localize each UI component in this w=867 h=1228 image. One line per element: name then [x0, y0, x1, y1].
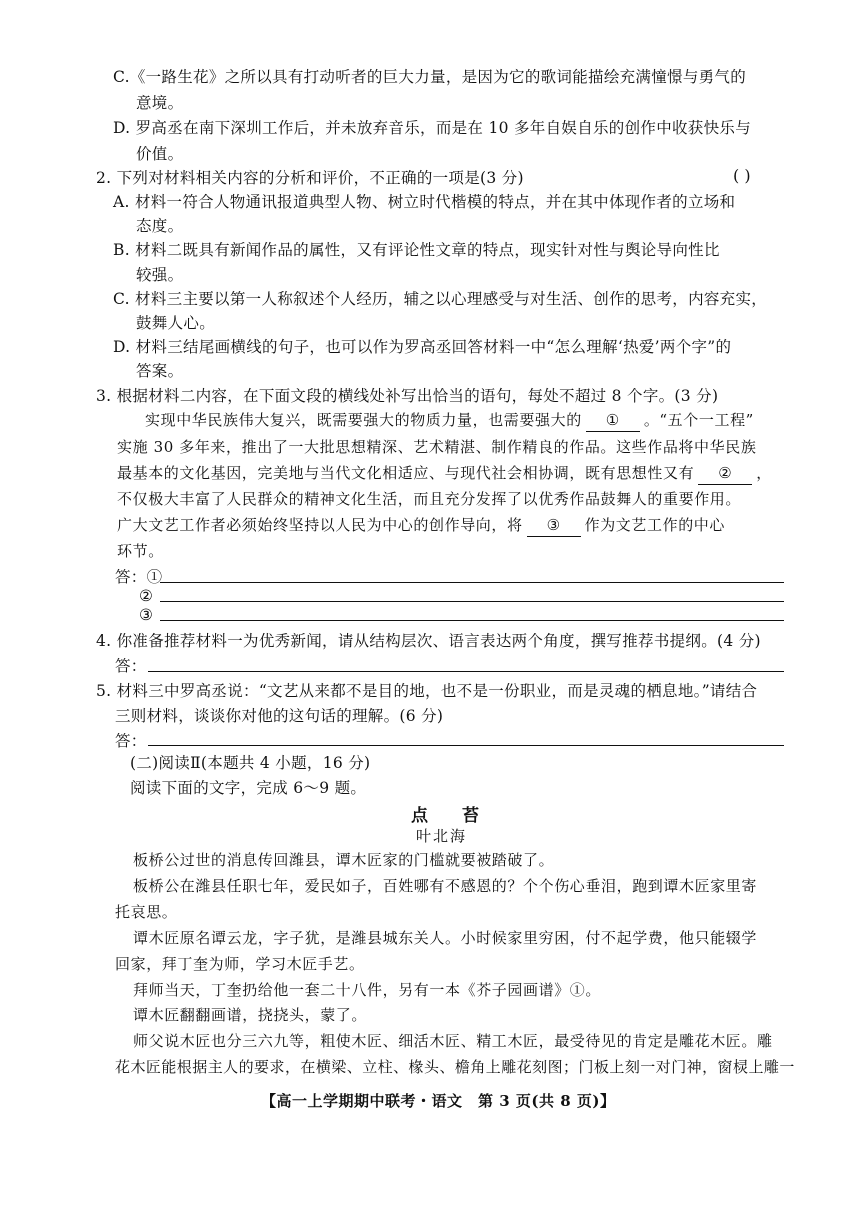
q3-answer-mark-3: ③ — [139, 606, 154, 624]
q2-option-d-line1: D. 材料三结尾画横线的句子，也可以作为罗高丞回答材料一中“怎么理解‘热爱’两个字”的 — [113, 338, 732, 356]
q3-passage-line2: 实施 30 多年来，推出了一大批思想精深、艺术精湛、制作精良的作品。这些作品将中华民族 — [117, 438, 757, 456]
q2-option-a-line1: A. 材料一符合人物通讯报道典型人物、树立时代楷模的特点，并在其中体现作者的立场和 — [113, 193, 736, 211]
q3-passage-text: 作为文艺工作的中心 — [584, 516, 726, 534]
q4-answer-line[interactable] — [148, 671, 784, 672]
story-title: 点苔 — [411, 806, 513, 826]
q3-passage-line1 — [145, 409, 754, 432]
story-line: 托哀思。 — [115, 903, 178, 921]
q5-stem-line1: 5. 材料三中罗高丞说：“文艺从来都不是目的地，也不是一份职业，而是灵魂的栖息地。”请结合 — [96, 682, 758, 700]
story-line: 师父说木匠也分三六九等，粗使木匠、细活木匠、精工木匠，最受待见的肯定是雕花木匠。雕 — [133, 1032, 773, 1050]
q2-option-c-line1: C. 材料三主要以第一人称叙述个人经历，辅之以心理感受与对生活、创作的思考，内容充实， — [113, 290, 768, 308]
q2-stem: 2. 下列对材料相关内容的分析和评价，不正确的一项是(3 分) — [96, 169, 524, 187]
q4-answer-label: 答： — [115, 657, 147, 675]
q3-passage-line6: 环节。 — [117, 542, 164, 560]
story-line: 板桥公过世的消息传回潍县，谭木匠家的门槛就要被踏破了。 — [133, 851, 555, 869]
q3-passage-text: 实现中华民族伟大复兴，既需要强大的物质力量，也需要强大的 — [145, 411, 582, 429]
q2-option-c-line2: 鼓舞人心。 — [136, 314, 216, 332]
q3-passage-text: 最基本的文化基因，完美地与当代文化相适应、与现代社会相协调，既有思想性又有 — [117, 464, 695, 482]
q3-passage-line4: 不仅极大丰富了人民群众的精神文化生活，而且充分发挥了以优秀作品鼓舞人的重要作用。 — [117, 490, 742, 508]
q2-option-a-line2: 态度。 — [136, 217, 184, 235]
story-author: 叶北海 — [416, 827, 468, 845]
q4-stem: 4. 你准备推荐材料一为优秀新闻，请从结构层次、语言表达两个角度，撰写推荐书提纲。(4 分) — [96, 632, 761, 650]
q3-answer-line-2[interactable] — [160, 601, 784, 602]
story-line: 板桥公在潍县任职七年，爱民如子，百姓哪有不感恩的？个个伤心垂泪，跑到谭木匠家里寄 — [133, 877, 758, 895]
story-line: 谭木匠翻翻画谱，挠挠头，蒙了。 — [133, 1006, 368, 1024]
story-line: 拜师当天，丁奎扔给他一套二十八件，另有一本《芥子园画谱》①。 — [133, 981, 602, 999]
q2-option-d-line2: 答案。 — [136, 362, 184, 380]
story-line: 花木匠能根据主人的要求，在横梁、立柱、椽头、檐角上雕花刻图；门板上刻一对门神，窗棂上雕一 — [115, 1058, 795, 1076]
q3-answer-line-1[interactable] — [160, 582, 784, 583]
q3-passage-line3 — [117, 462, 772, 485]
q3-answer-line-3[interactable] — [160, 620, 784, 621]
q3-passage-line5 — [117, 514, 725, 537]
q1-option-c-line2: 意境。 — [136, 94, 184, 112]
q3-passage-text: 广大文艺工作者必须始终坚持以人民为中心的创作导向，将 — [117, 516, 523, 534]
q1-option-c-line1: C.《一路生花》之所以具有打动听者的巨大力量，是因为它的歌词能描绘充满憧憬与勇气的 — [113, 68, 747, 86]
section-heading: (二)阅读Ⅱ(本题共 4 小题，16 分) — [130, 754, 371, 772]
q3-answer-label: 答：① — [115, 568, 163, 586]
q3-answer-mark-2: ② — [139, 587, 154, 605]
q1-option-d-line1: D. 罗高丞在南下深圳工作后，并未放弃音乐，而是在 10 多年自娱自乐的创作中收获快乐与 — [113, 119, 752, 137]
q3-blank-1: ① — [586, 409, 640, 432]
section-instruction: 阅读下面的文字，完成 6～9 题。 — [130, 779, 367, 797]
q5-answer-line[interactable] — [148, 745, 784, 746]
q3-blank-3: ③ — [527, 514, 581, 537]
q2-answer-parentheses[interactable]: ( ) — [733, 166, 751, 185]
q2-option-b-line1: B. 材料二既具有新闻作品的属性，又有评论性文章的特点，现实针对性与舆论导向性比 — [113, 241, 720, 259]
q2-option-b-line2: 较强。 — [136, 266, 184, 284]
q3-stem: 3. 根据材料二内容，在下面文段的横线处补写出恰当的语句，每处不超过 8 个字。(3 分) — [96, 387, 719, 405]
q5-stem-line2: 三则材料，谈谈你对他的这句话的理解。(6 分) — [115, 707, 444, 725]
q3-passage-text: ， — [756, 464, 772, 482]
page-footer: 【高一上学期期中联考・语文 第 3 页(共 8 页)】 — [261, 1092, 616, 1110]
story-line: 回家，拜丁奎为师，学习木匠手艺。 — [115, 955, 365, 973]
q3-passage-text: 。“五个一工程” — [643, 411, 754, 429]
q1-option-d-line2: 价值。 — [136, 145, 184, 163]
q5-answer-label: 答： — [115, 732, 147, 750]
q3-blank-2: ② — [698, 462, 752, 485]
story-line: 谭木匠原名谭云龙，字子犹，是潍县城东关人。小时候家里穷困，付不起学费，他只能辍学 — [133, 929, 758, 947]
